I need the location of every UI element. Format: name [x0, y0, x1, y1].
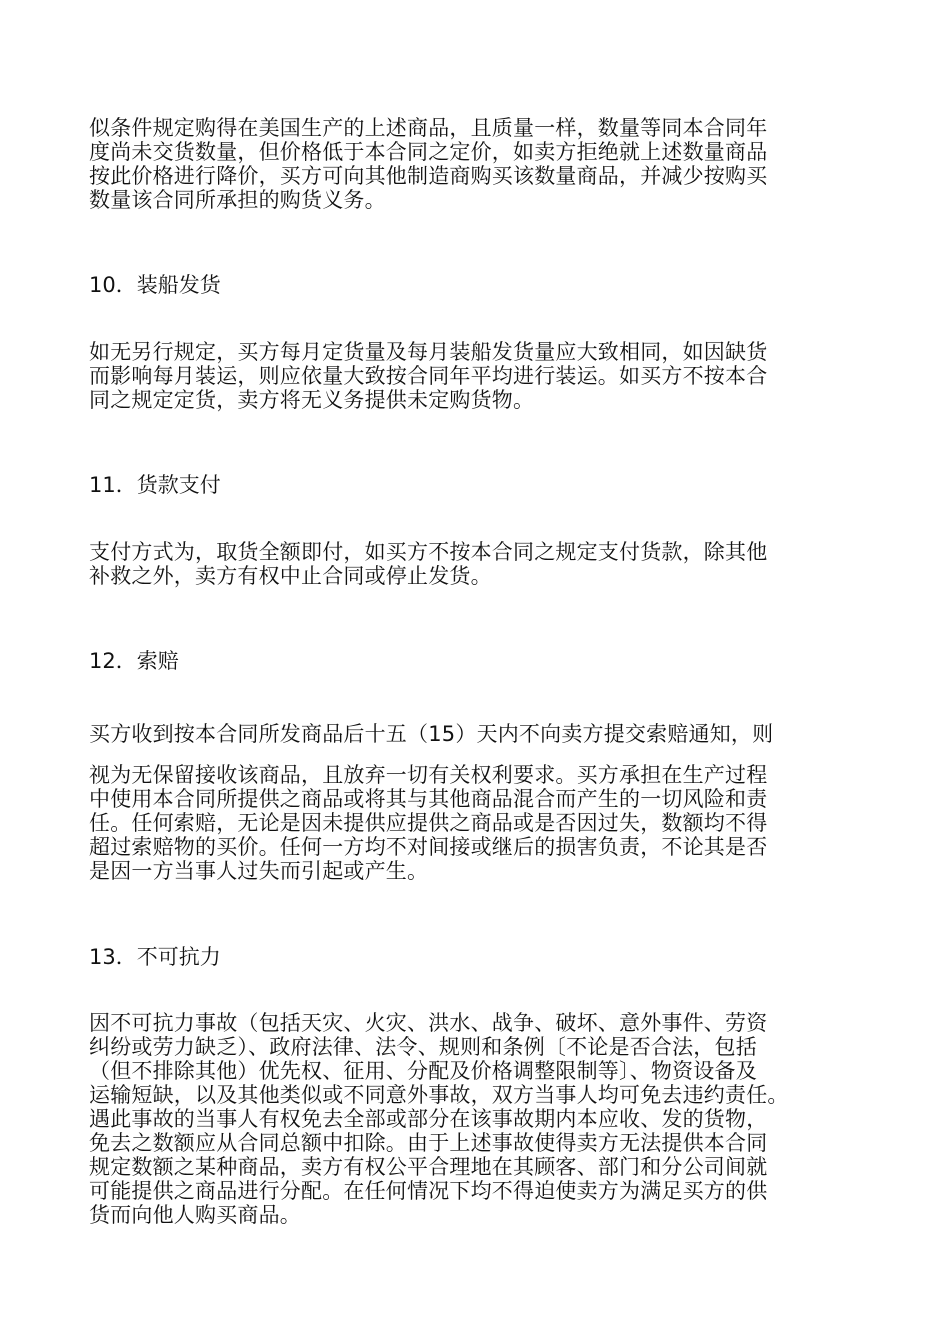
section-heading-13: 13．不可抗力 — [89, 945, 221, 969]
section-13-body: 因不可抗力事故（包括天灾、火灾、洪水、战争、破坏、意外事件、劳资 纠纷或劳力缺乏）、政府法律、法令、规则和条例〔不论是否合法，包括 （但不排除其他）优先权、征用、分配及价格调整限制等〕、物资设备及 运输短缺，以及其他类似或不同意外事故，双方当事人均可免去违约责任。 遇此事故的当事人有权免去全部或部分在该事故期内本应收、发的货物， 免去之数额应从合同总额中扣除。由于上述事故使得卖方无法提供本合同 规定数额之某种商品，卖方有权公平合理地在其顾客、部门和分公司间就 可能提供之商品进行分配。在任何情况下均不得迫使卖方为满足买方的供 货而向他人购买商品。 — [89, 1011, 789, 1227]
section-12-body-first-line: 买方收到按本合同所发商品后十五（15）天内不向卖方提交索赔通知，则 — [89, 722, 774, 746]
paragraph-continued: 似条件规定购得在美国生产的上述商品，且质量一样，数量等同本合同年 度尚未交货数量，但价格低于本合同之定价，如卖方拒绝就上述数量商品 按此价格进行降价，买方可向其他制造商购买该数量商品，并减少按购买 数量该合同所承担的购货义务。 — [89, 116, 768, 212]
section-heading-11: 11．货款支付 — [89, 473, 221, 497]
section-11-body: 支付方式为，取货全额即付，如买方不按本合同之规定支付货款，除其他 补救之外，卖方有权中止合同或停止发货。 — [89, 540, 768, 588]
section-heading-12: 12．索赔 — [89, 649, 179, 673]
section-12-body: 视为无保留接收该商品，且放弃一切有关权利要求。买方承担在生产过程 中使用本合同所提供之商品或将其与其他商品混合而产生的一切风险和责 任。任何索赔，无论是因未提供应提供之商品或是否因过失，数额均不得 超过索赔物的买价。任何一方均不对间接或继后的损害负责，不论其是否 是因一方当事人过失而引起或产生。 — [89, 763, 768, 883]
section-10-body: 如无另行规定，买方每月定货量及每月装船发货量应大致相同，如因缺货 而影响每月装运，则应依量大致按合同年平均进行装运。如买方不按本合 同之规定定货，卖方将无义务提供未定购货物。 — [89, 340, 768, 412]
section-heading-10: 10．装船发货 — [89, 273, 221, 297]
